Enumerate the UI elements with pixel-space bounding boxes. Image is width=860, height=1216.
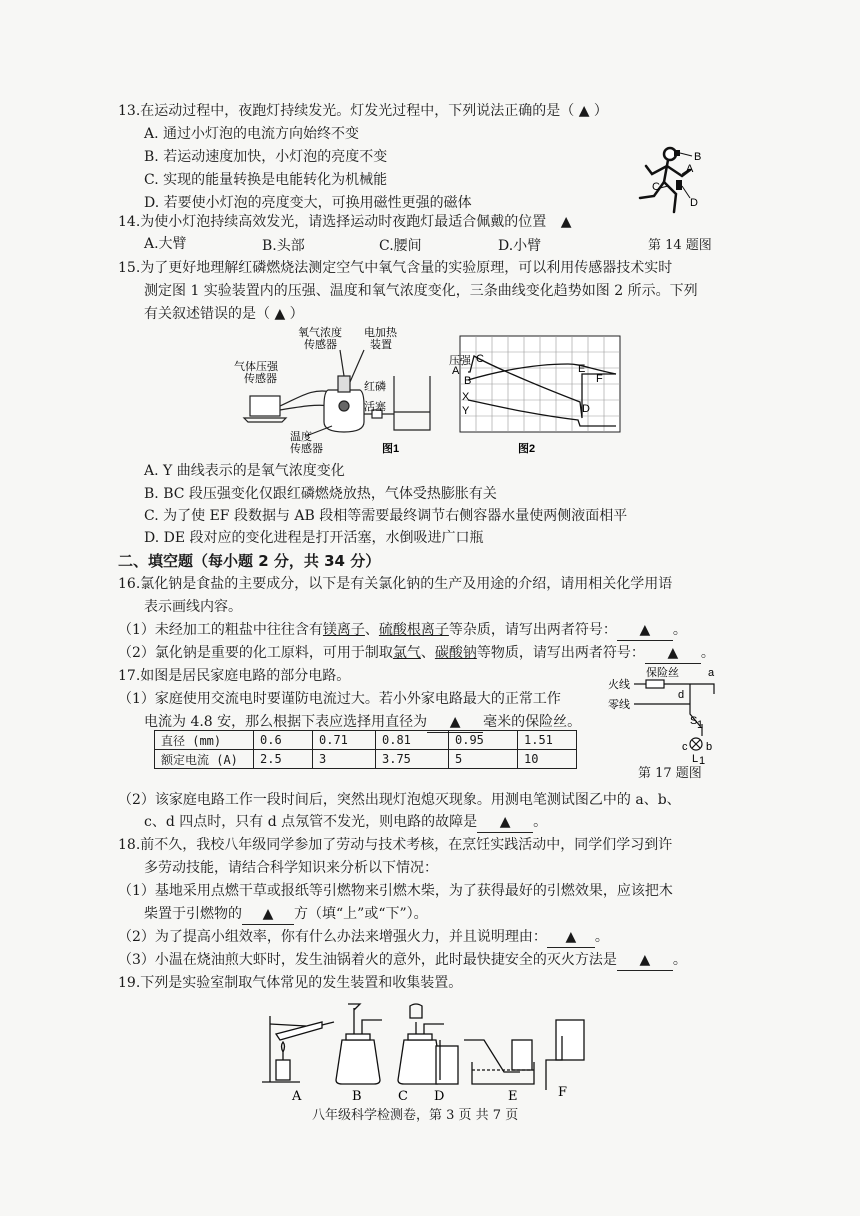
q18-p1-line1: （1）基地采用点燃干草或报纸等引燃物来引燃木柴，为了获得最好的引燃效果，应该把木 <box>118 883 673 899</box>
q14-option-c: C.腰间 <box>379 238 422 254</box>
q15-stem-line1: 15.为了更好地理解红磷燃烧法测定空气中氧气含量的实验原理，可以利用传感器技术实时 <box>118 260 673 276</box>
fig2-label-d: D <box>582 403 590 415</box>
table-cell: 1.51 <box>518 731 577 750</box>
label-a: a <box>708 667 715 679</box>
answer-blank[interactable]: ▲ <box>617 950 673 971</box>
table-cell: 直径 (mm) <box>155 731 254 750</box>
table-cell: 0.71 <box>313 731 376 750</box>
q15-option-d: D. DE 段对应的变化进程是打开活塞，水倒吸进广口瓶 <box>144 530 484 546</box>
figure-1-apparatus <box>232 326 432 458</box>
table-cell: 3 <box>313 750 376 769</box>
apparatus-label-d: D <box>434 1089 445 1104</box>
label-l-sub: 1 <box>699 755 706 764</box>
answer-blank[interactable]: ▲ <box>645 643 701 664</box>
q13-option-b: B. 若运动速度加快，小灯泡的亮度不变 <box>144 149 388 165</box>
answer-blank[interactable]: ▲ <box>477 812 533 833</box>
q17-p2-end: 。 <box>533 814 548 830</box>
q13-option-a: A. 通过小灯泡的电流方向始终不变 <box>144 126 360 142</box>
answer-blank[interactable]: ▲ <box>617 620 673 641</box>
q16-p1-sep: 、 <box>364 622 379 638</box>
apparatus-figure <box>258 1000 598 1104</box>
label-l: L <box>692 753 699 764</box>
apparatus-label-f: F <box>558 1085 568 1100</box>
table-cell: 5 <box>449 750 518 769</box>
q13-stem: 13.在运动过程中，夜跑灯持续发光。灯发光过程中，下列说法正确的是（ ▲ ） <box>118 103 608 119</box>
q16-p2-end: 。 <box>700 645 715 661</box>
q17-figure-caption: 第 17 题图 <box>638 766 702 781</box>
q17-p1-line2-text: 电流为 4.8 安，那么根据下表应选择用直径为 <box>144 714 428 730</box>
label-b: B <box>694 151 702 163</box>
q18-p1-line2-text: 柴置于引燃物的 <box>144 906 242 922</box>
fig1-label-o2-sensor: 传感器 <box>304 339 337 351</box>
label-live-wire: 火线 <box>608 679 630 691</box>
figure-2-graph <box>448 334 624 458</box>
q14-stem <box>118 212 572 232</box>
q16-p2-post: 等物质，请写出两者符号： <box>476 645 645 661</box>
q14-stem-text: 14.为使小灯泡持续高效发光，请选择运动时夜跑灯最适合佩戴的位置 <box>118 214 547 230</box>
q19-stem: 19.下列是实验室制取气体常见的发生装置和收集装置。 <box>118 975 463 991</box>
q18-p1-line2-post: 方（填“上”或“下”）。 <box>294 906 428 922</box>
label-neutral-wire: 零线 <box>608 699 630 711</box>
q18-stem-line1: 18.前不久，我校八年级同学参加了劳动与技术考核，在烹饪实践活动中，同学们学习到许 <box>118 837 673 853</box>
apparatus-label-b: B <box>352 1089 362 1104</box>
table-cell: 2.5 <box>254 750 313 769</box>
q14-option-d: D.小臂 <box>498 238 542 254</box>
q18-p2-text: （2）为了提高小组效率，你有什么办法来增强火力，并且说明理由： <box>118 929 547 945</box>
q16-p1-underline2: 硫酸根离子 <box>378 622 449 638</box>
label-a: A <box>686 163 694 175</box>
q16-p2-underline2: 碳酸钠 <box>434 645 477 661</box>
fig2-label-e: E <box>578 363 586 375</box>
answer-blank[interactable]: ▲ <box>242 904 294 925</box>
q16-p2-sep: 、 <box>420 645 435 661</box>
q14-option-b: B.头部 <box>262 238 305 254</box>
q18-p2 <box>118 927 609 948</box>
label-c: C <box>652 181 660 193</box>
q16-p1-text: （1）未经加工的粗盐中往往含有 <box>118 622 323 638</box>
fig1-label-pressure: 气体压强 <box>234 361 278 373</box>
table-cell: 3.75 <box>376 750 449 769</box>
label-fuse: 保险丝 <box>646 667 679 679</box>
circuit-figure <box>606 664 726 764</box>
fig1-label-phosphorus: 红磷 <box>364 381 386 393</box>
table-cell: 0.6 <box>254 731 313 750</box>
apparatus-label-c: C <box>398 1089 408 1104</box>
answer-blank[interactable]: ▲ <box>427 712 483 733</box>
fig2-label-pressure: 压强 <box>449 355 471 367</box>
q14-option-a: A.大臂 <box>144 236 187 252</box>
q18-p1-line2 <box>144 904 428 925</box>
runner-figure <box>630 140 730 222</box>
q18-p3-text: （3）小温在烧油煎大虾时，发生油锅着火的意外，此时最快捷安全的灭火方法是 <box>118 952 617 968</box>
q18-p2-end: 。 <box>594 929 609 945</box>
q18-stem-line2: 多劳动技能，请结合科学知识来分析以下情况： <box>144 860 438 876</box>
fig2-label-b: B <box>464 375 472 387</box>
q17-p2-line2-text: c、d 四点时，只有 d 点氖管不发光，则电路的故障是 <box>144 814 478 830</box>
fuse-table <box>154 730 577 769</box>
q15-option-b: B. BC 段压强变化仅跟红磷燃烧放热，气体受热膨胀有关 <box>144 486 497 502</box>
apparatus-label-a: A <box>292 1089 302 1104</box>
fig2-label-x: X <box>462 391 470 403</box>
q16-p2-underline1: 氯气 <box>392 645 421 661</box>
table-cell: 0.95 <box>449 731 518 750</box>
fig2-label-c: C <box>476 353 484 365</box>
q15-stem-line2: 测定图 1 实验装置内的压强、温度和氧气浓度变化，三条曲线变化趋势如图 2 所示。下列 <box>144 283 698 299</box>
fig1-label-stopcock: 活塞 <box>364 401 386 413</box>
q18-p3-end: 。 <box>672 952 687 968</box>
page-footer: 八年级科学检测卷，第 3 页 共 7 页 <box>312 1108 519 1123</box>
label-d: d <box>678 689 685 701</box>
q16-p1-underline1: 镁离子 <box>322 622 365 638</box>
q17-p2-line2 <box>144 812 547 833</box>
q17-p2-line1: （2）该家庭电路工作一段时间后，突然出现灯泡熄灭现象。用测电笔测试图乙中的 a、b、 <box>118 792 681 808</box>
q13-option-d: D. 若要使小灯泡的亮度变大，可换用磁性更强的磁体 <box>144 195 472 211</box>
table-cell: 10 <box>518 750 577 769</box>
q16-stem-line1: 16.氯化钠是食盐的主要成分，以下是有关氯化钠的生产及用途的介绍，请用相关化学用语 <box>118 576 673 592</box>
q16-p1-post: 等杂质，请写出两者符号： <box>448 622 617 638</box>
q16-stem-line2: 表示画线内容。 <box>144 599 242 615</box>
q16-part2 <box>118 643 715 664</box>
q18-p3 <box>118 950 687 971</box>
q16-p2-text: （2）氯化钠是重要的化工原料，可用于制取 <box>118 645 393 661</box>
q17-stem: 17.如图是居民家庭电路的部分电路。 <box>118 668 351 684</box>
q15-option-c: C. 为了使 EF 段数据与 AB 段相等需要最终调节右侧容器水量使两侧液面相平 <box>144 508 628 524</box>
q16-part1 <box>118 620 687 641</box>
q16-p1-end: 。 <box>672 622 687 638</box>
table-row <box>155 750 577 769</box>
fig1-label-temp: 温度 <box>290 431 312 443</box>
label-d: D <box>690 197 698 209</box>
label-s-sub: 1 <box>697 719 704 731</box>
q13-option-c: C. 实现的能量转换是电能转化为机械能 <box>144 172 388 188</box>
apparatus-label-e: E <box>508 1089 518 1104</box>
answer-blank[interactable]: ▲ <box>547 927 595 948</box>
answer-blank: ▲ <box>560 214 572 230</box>
fig1-label-o2: 氧气浓度 <box>298 327 342 339</box>
q15-stem-line3: 有关叙述错误的是（ ▲ ） <box>144 306 304 322</box>
fig2-caption: 图2 <box>518 443 536 455</box>
fig1-caption: 图1 <box>382 443 400 455</box>
fig2-label-f: F <box>596 373 603 385</box>
fig1-label-heater: 电加热 <box>364 327 397 339</box>
fig1-label-heater2: 装置 <box>370 339 392 351</box>
table-cell: 额定电流 (A) <box>155 750 254 769</box>
q17-p1-line2-post: 毫米的保险丝。 <box>483 714 582 730</box>
table-row <box>155 731 577 750</box>
q15-option-a: A. Y 曲线表示的是氧气浓度变化 <box>144 463 345 479</box>
fig2-label-y: Y <box>462 405 470 417</box>
q14-figure-caption: 第 14 题图 <box>648 238 712 253</box>
q17-p1-line1: （1）家庭使用交流电时要谨防电流过大。若小外家电路最大的正常工作 <box>118 691 561 707</box>
fig1-label-pressure-sensor: 传感器 <box>244 373 277 385</box>
label-c: c <box>682 741 688 753</box>
section-2-heading: 二、填空题（每小题 2 分，共 34 分） <box>118 552 381 570</box>
fig1-label-temp-sensor: 传感器 <box>290 443 323 455</box>
fig2-label-a: A <box>452 365 460 377</box>
label-s: S <box>690 715 698 727</box>
label-b: b <box>706 741 713 753</box>
table-cell: 0.81 <box>376 731 449 750</box>
